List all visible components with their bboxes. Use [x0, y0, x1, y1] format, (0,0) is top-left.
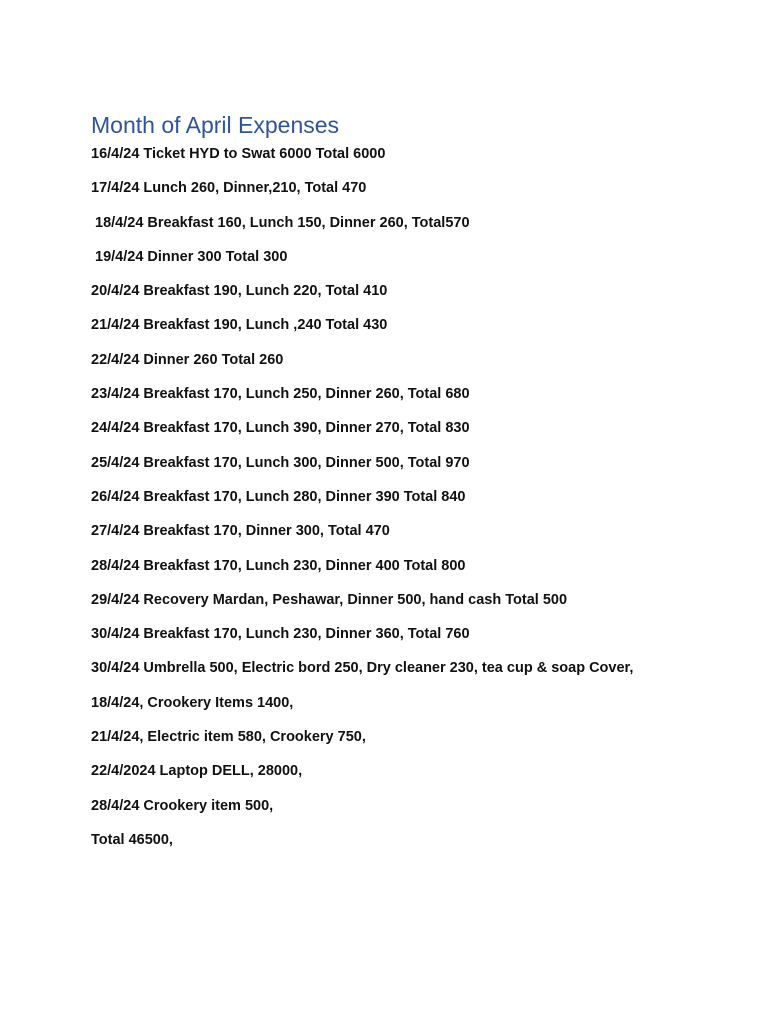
- expense-entry: 22/4/24 Dinner 260 Total 260: [91, 351, 284, 368]
- expense-entry: 24/4/24 Breakfast 170, Lunch 390, Dinner 270, Total 830: [91, 420, 470, 437]
- expense-entry: 19/4/24 Dinner 300 Total 300: [91, 248, 288, 265]
- expense-entry: 17/4/24 Lunch 260, Dinner,210, Total 470: [91, 180, 367, 197]
- expense-entry: 26/4/24 Breakfast 170, Lunch 280, Dinner 390 Total 840: [91, 488, 466, 505]
- expense-entry: 18/4/24, Crookery Items 1400,: [91, 694, 294, 711]
- expense-entry: 21/4/24 Breakfast 190, Lunch ,240 Total 430: [91, 317, 388, 334]
- expense-list: [91, 142, 633, 862]
- expense-entry: 27/4/24 Breakfast 170, Dinner 300, Total 470: [91, 523, 390, 540]
- total-entry: Total 46500,: [91, 831, 173, 848]
- expense-entry: 23/4/24 Breakfast 170, Lunch 250, Dinner 260, Total 680: [91, 386, 470, 403]
- expense-entry: 30/4/24 Umbrella 500, Electric bord 250, Dry cleaner 230, tea cup & soap Cover,: [91, 660, 634, 677]
- expense-entry: 18/4/24 Breakfast 160, Lunch 150, Dinner 260, Total570: [91, 214, 470, 231]
- document-title: Month of April Expenses: [91, 112, 340, 138]
- expense-entry: 28/4/24 Breakfast 170, Lunch 230, Dinner 400 Total 800: [91, 557, 466, 574]
- expense-entry: 21/4/24, Electric item 580, Crookery 750,: [91, 729, 366, 746]
- expense-entry: 22/4/2024 Laptop DELL, 28000,: [91, 763, 303, 780]
- expense-entry: 25/4/24 Breakfast 170, Lunch 300, Dinner 500, Total 970: [91, 454, 470, 471]
- expense-entry: 16/4/24 Ticket HYD to Swat 6000 Total 6000: [91, 146, 386, 162]
- expense-entry: 20/4/24 Breakfast 190, Lunch 220, Total 410: [91, 283, 388, 300]
- expense-entry: 28/4/24 Crookery item 500,: [91, 797, 274, 814]
- expense-entry: 29/4/24 Recovery Mardan, Peshawar, Dinner 500, hand cash Total 500: [91, 591, 568, 608]
- expense-entry: 30/4/24 Breakfast 170, Lunch 230, Dinner 360, Total 760: [91, 626, 470, 643]
